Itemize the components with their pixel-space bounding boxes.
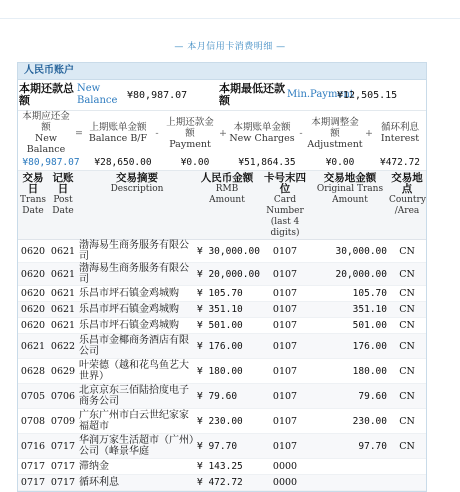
table-row <box>18 475 426 491</box>
country-cell: CN <box>388 334 426 359</box>
description-cell: 叶荣德（越和花鸟鱼艺大世界） <box>78 359 196 384</box>
rmb-amount-cell: ¥ 20,000.00 <box>196 263 258 286</box>
rmb-amount-cell: ¥ 472.72 <box>196 475 258 491</box>
original-amount-cell: 105.70 <box>312 286 388 302</box>
original-amount-cell: 20,000.00 <box>312 263 388 286</box>
rmb-amount-cell: ¥ 351.10 <box>196 302 258 318</box>
original-amount-cell: 351.10 <box>312 302 388 318</box>
trans-date-cell: 0620 <box>18 263 48 286</box>
original-amount-cell <box>312 475 388 491</box>
card-number-cell: 0107 <box>258 359 312 384</box>
col-header-trans-date: 交易日 Trans Date <box>18 171 48 240</box>
trans-date-cell: 0717 <box>18 475 48 491</box>
rmb-amount-cell: ¥ 230.00 <box>196 409 258 434</box>
country-cell <box>388 475 426 491</box>
country-cell: CN <box>388 263 426 286</box>
new-balance-label: 本期还款总额 <box>18 80 76 111</box>
formula-op: - <box>155 127 159 139</box>
trans-date-cell: 0620 <box>18 240 48 263</box>
description-cell: 北京京东三佰陆拾度电子商务公司 <box>78 384 196 409</box>
min-payment-value: ¥12,505.15 <box>336 80 426 111</box>
trans-date-cell: 0621 <box>18 334 48 359</box>
statement-title: — 本月信用卡消费明细 — <box>174 42 286 52</box>
card-number-cell: 0000 <box>258 459 312 475</box>
trans-date-cell: 0620 <box>18 318 48 334</box>
post-date-cell: 0717 <box>48 434 78 459</box>
formula-value-payment: ¥0.00 <box>162 155 228 171</box>
post-date-cell: 0621 <box>48 302 78 318</box>
country-cell: CN <box>388 302 426 318</box>
table-row <box>18 384 426 409</box>
table-row <box>18 263 426 286</box>
new-balance-value: ¥80,987.07 <box>126 80 218 111</box>
post-date-cell: 0621 <box>48 286 78 302</box>
original-amount-cell: 230.00 <box>312 409 388 434</box>
table-row <box>18 409 426 434</box>
col-header-description: 交易摘要 Description <box>78 171 196 240</box>
card-number-cell: 0107 <box>258 302 312 318</box>
original-amount-cell: 79.60 <box>312 384 388 409</box>
statement-sheet <box>17 62 427 492</box>
col-header-rmb-amount: 人民币金额 RMB Amount <box>196 171 258 240</box>
rmb-amount-cell: ¥ 180.00 <box>196 359 258 384</box>
min-payment-label: 本期最低还款额 <box>218 80 286 111</box>
description-cell: 乐昌市坪石镇金鸡城购 <box>78 286 196 302</box>
post-date-cell: 0629 <box>48 359 78 384</box>
description-cell: 渤海易生商务服务有限公司 <box>78 263 196 286</box>
formula-label-balance-bf: 上期账单金额 Balance B/F <box>88 122 148 144</box>
formula-label-interest: 循环利息 Interest <box>380 122 420 144</box>
formula-value-adjustment: ¥0.00 <box>306 155 374 171</box>
rmb-amount-cell: ¥ 30,000.00 <box>196 240 258 263</box>
formula-op: = <box>75 127 83 139</box>
trans-date-cell: 0716 <box>18 434 48 459</box>
balance-formula-table <box>18 111 426 171</box>
transactions-body <box>18 240 426 491</box>
country-cell: CN <box>388 286 426 302</box>
rmb-amount-cell: ¥ 79.60 <box>196 384 258 409</box>
col-header-card-number: 卡号末四位 Card Number (last 4 digits) <box>258 171 312 240</box>
rmb-amount-cell: ¥ 105.70 <box>196 286 258 302</box>
description-cell: 滞纳金 <box>78 459 196 475</box>
trans-date-cell: 0717 <box>18 459 48 475</box>
post-date-cell: 0621 <box>48 318 78 334</box>
description-cell: 广东广州市白云世纪家家福超市 <box>78 409 196 434</box>
original-amount-cell <box>312 459 388 475</box>
card-number-cell: 0107 <box>258 318 312 334</box>
post-date-cell: 0717 <box>48 459 78 475</box>
country-cell: CN <box>388 318 426 334</box>
formula-label-new-balance: 本期应还金额 New Balance <box>22 111 70 155</box>
transactions-table <box>18 171 426 491</box>
description-cell: 乐昌市坪石镇金鸡城购 <box>78 302 196 318</box>
rmb-amount-cell: ¥ 176.00 <box>196 334 258 359</box>
formula-value-new-charges: ¥51,864.35 <box>228 155 306 171</box>
summary-row <box>18 80 426 111</box>
trans-date-cell: 0708 <box>18 409 48 434</box>
card-number-cell: 0107 <box>258 240 312 263</box>
original-amount-cell: 30,000.00 <box>312 240 388 263</box>
section-heading: 人民币账户 <box>18 63 426 80</box>
post-date-cell: 0709 <box>48 409 78 434</box>
col-header-original-amount: 交易地金额 Original Trans Amount <box>312 171 388 240</box>
country-cell: CN <box>388 359 426 384</box>
formula-values-row <box>18 155 426 171</box>
formula-value-new-balance: ¥80,987.07 <box>18 155 84 171</box>
col-header-country: 交易地点 Country /Area <box>388 171 426 240</box>
table-row <box>18 359 426 384</box>
trans-date-cell: 0628 <box>18 359 48 384</box>
formula-op: - <box>299 127 303 139</box>
rmb-amount-cell: ¥ 97.70 <box>196 434 258 459</box>
post-date-cell: 0622 <box>48 334 78 359</box>
formula-op: + <box>365 127 373 139</box>
col-header-post-date: 记账日 Post Date <box>48 171 78 240</box>
table-row <box>18 240 426 263</box>
card-number-cell: 0107 <box>258 263 312 286</box>
table-row <box>18 434 426 459</box>
original-amount-cell: 97.70 <box>312 434 388 459</box>
card-number-cell: 0107 <box>258 409 312 434</box>
formula-labels-row <box>18 111 426 155</box>
country-cell <box>388 459 426 475</box>
table-row <box>18 318 426 334</box>
card-number-cell: 0107 <box>258 434 312 459</box>
rmb-amount-cell: ¥ 501.00 <box>196 318 258 334</box>
formula-value-balance-bf: ¥28,650.00 <box>84 155 162 171</box>
description-cell: 循环利息 <box>78 475 196 491</box>
original-amount-cell: 501.00 <box>312 318 388 334</box>
new-balance-en: New Balance <box>76 80 126 111</box>
description-cell: 华润万家生活超市（广州）公司（峰景华庭 <box>79 435 194 457</box>
original-amount-cell: 180.00 <box>312 359 388 384</box>
description-cell: 渤海易生商务服务有限公司 <box>78 240 196 263</box>
country-cell: CN <box>388 409 426 434</box>
country-cell: CN <box>388 240 426 263</box>
card-number-cell: 0107 <box>258 286 312 302</box>
description-cell: 乐昌市金椰商务酒店有限公司 <box>78 334 196 359</box>
formula-op: + <box>219 127 227 139</box>
summary-table <box>18 80 426 111</box>
trans-date-cell: 0620 <box>18 302 48 318</box>
country-cell: CN <box>388 434 426 459</box>
post-date-cell: 0717 <box>48 475 78 491</box>
rmb-amount-cell: ¥ 143.25 <box>196 459 258 475</box>
table-row <box>18 459 426 475</box>
top-divider <box>0 18 460 19</box>
transactions-header-row <box>18 171 426 240</box>
post-date-cell: 0706 <box>48 384 78 409</box>
table-row <box>18 302 426 318</box>
formula-label-payment: 上期还款金额 Payment <box>166 116 214 150</box>
table-row <box>18 334 426 359</box>
country-cell: CN <box>388 384 426 409</box>
trans-date-cell: 0705 <box>18 384 48 409</box>
table-row <box>18 286 426 302</box>
min-payment-en: Min.Payment <box>286 80 336 111</box>
card-number-cell: 0107 <box>258 384 312 409</box>
formula-label-new-charges: 本期账单金额 New Charges <box>229 122 295 144</box>
post-date-cell: 0621 <box>48 240 78 263</box>
trans-date-cell: 0620 <box>18 286 48 302</box>
statement-title-bar <box>0 34 460 53</box>
formula-label-adjustment: 本期调整金额 Adjustment <box>307 116 363 150</box>
original-amount-cell: 176.00 <box>312 334 388 359</box>
description-cell: 乐昌市坪石镇金鸡城购 <box>78 318 196 334</box>
post-date-cell: 0621 <box>48 263 78 286</box>
card-number-cell: 0107 <box>258 334 312 359</box>
formula-value-interest: ¥472.72 <box>374 155 426 171</box>
card-number-cell: 0000 <box>258 475 312 491</box>
